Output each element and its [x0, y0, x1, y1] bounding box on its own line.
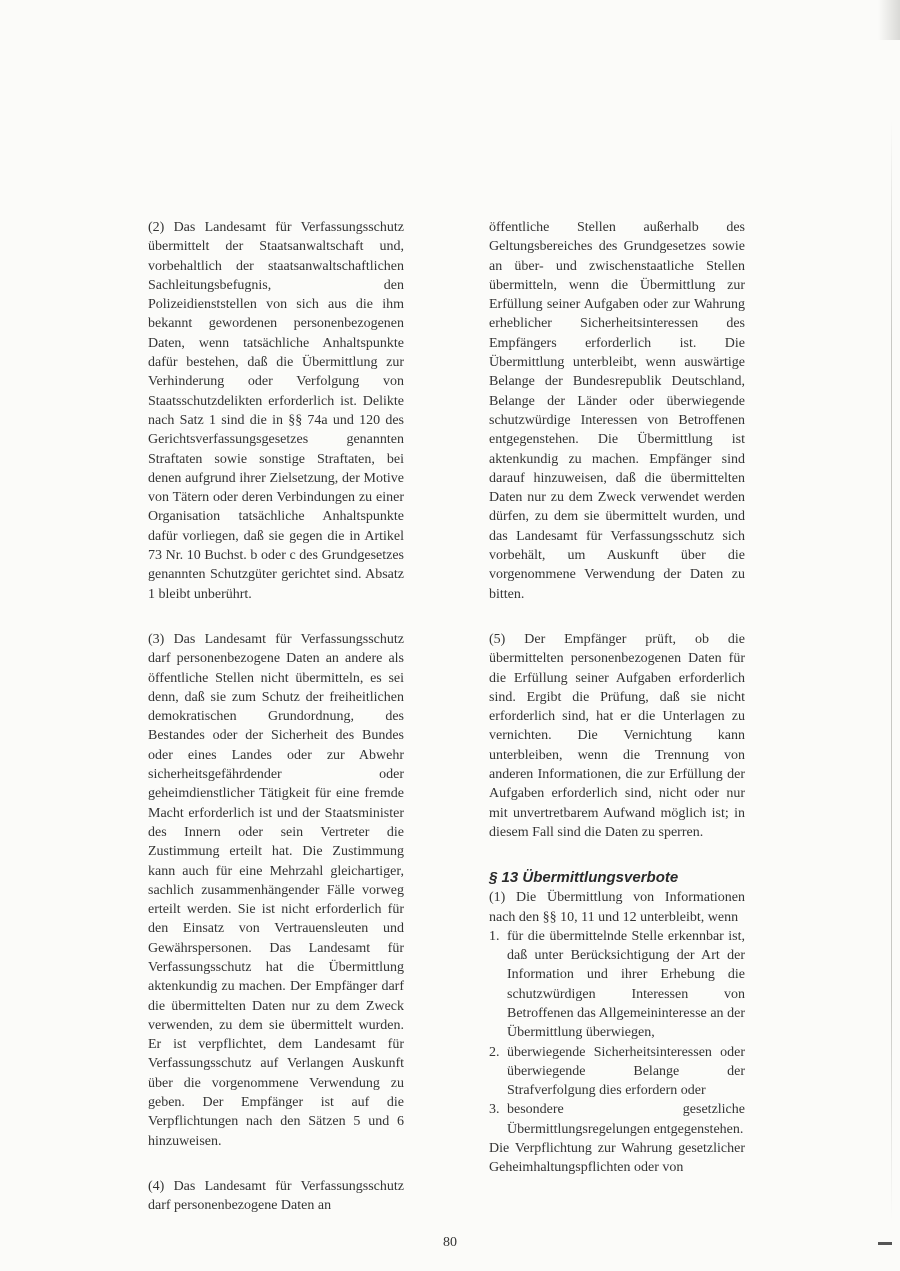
scan-edge-shadow	[878, 0, 900, 40]
scan-edge-line	[891, 120, 892, 1220]
section-13-closing: Die Verpflichtung zur Wahrung gesetzlicher Geheimhaltungspflichten oder von	[489, 1141, 745, 1176]
paragraph-3: (3) Das Landesamt für Verfassungsschutz darf personenbezogene Daten an andere als öffentliche Stellen nicht übermitteln, es sei denn, daß sie zum Schutz der freiheitlichen demokratischen Grundordnung, des Bestandes oder der Sicherheit des Bundes oder eines Landes oder zur Abwehr sicherheitsgefährdender oder geheimdienstlicher Tätigkeit für eine fremde Macht erforderlich ist und der Staatsminister des Innern oder sein Vertreter die Zustimmung erteilt hat. Die Zustimmung kann auch für eine Mehrzahl gleichartiger, sachlich zusammenhängender Fälle vorweg erteilt werden. Sie ist nicht erforderlich für den Einsatz von Vertrauensleuten und Gewährspersonen. Das Landesamt für Verfassungsschutz hat die Übermittlung aktenkundig zu machen. Der Empfänger darf die übermittelten Daten nur zu dem Zweck verwenden, zu dem sie übermittelt wurden. Er ist verpflichtet, dem Landesamt für Verfassungsschutz auf Verlangen Auskunft über die vorgenommene Verwendung zu geben. Der Empfänger ist auf die Verpflichtungen nach den Sätzen 5 und 6 hinzuweisen.	[148, 631, 404, 1149]
list-item-number: 1.	[489, 928, 500, 944]
list-item-number: 3.	[489, 1102, 500, 1118]
paragraph-5: (5) Der Empfänger prüft, ob die übermittelten personenbezogenen Daten für die Erfüllung seiner Aufgaben erforderlich sind. Ergibt die Prüfung, daß sie nicht erforderlich sind, hat er die Unterlagen zu vernichten. Die Vernichtung kann unterbleiben, wenn die Trennung von anderen Informationen, die zur Erfüllung der Aufgaben erforderlich sind, nicht oder nur mit unvertretbarem Aufwand möglich ist; in diesem Fall sind die Daten zu sperren.	[489, 631, 745, 840]
list-item	[489, 1043, 745, 1101]
list-item-text: überwiegende Sicherheitsinteressen oder überwiegende Belange der Strafverfolgung dies erfordern oder	[507, 1044, 745, 1099]
list-item-number: 2.	[489, 1044, 500, 1060]
list-item	[489, 927, 745, 1043]
list-item-text: besondere gesetzliche Übermittlungsregelungen entgegenstehen.	[507, 1102, 745, 1137]
list-item-text: für die übermittelnde Stelle erkennbar ist, daß unter Berücksichtigung der Art der Information und ihrer Erhebung die schutzwürdigen Interessen von Betroffenen das Allgemeininteresse an der Übermittlung überwiegen,	[507, 928, 745, 1041]
section-heading: § 13 Übermittlungsverbote	[489, 869, 679, 887]
right-column	[489, 218, 745, 1178]
paragraph-4-continued: öffentliche Stellen außerhalb des Geltungsbereiches des Grundgesetzes sowie an über- und zwischenstaatliche Stellen übermitteln, wenn die Übermittlung zur Erfüllung seiner Aufgaben oder zur Wahrung erheblicher Sicherheitsinteressen des Empfängers erforderlich ist. Die Übermittlung unterbleibt, wenn auswärtige Belange der Bundesrepublik Deutschland, Belange der Länder oder überwiegende schutzwürdige Interessen von Betroffenen entgegenstehen. Die Übermittlung ist aktenkundig zu machen. Empfänger sind darauf hinzuweisen, daß die übermittelten Daten nur zu dem Zweck verwendet werden dürfen, zu dem sie übermittelt wurden, und das Landesamt für Verfassungsschutz sich vorbehält, um Auskunft über die vorgenommene Verwendung der Daten zu bitten.	[489, 220, 745, 602]
section-13-list	[489, 927, 745, 1139]
section-13-intro: (1) Die Übermittlung von Informationen nach den §§ 10, 11 und 12 unterbleibt, wenn	[489, 890, 745, 925]
list-item	[489, 1100, 745, 1139]
left-column	[148, 218, 404, 1216]
paragraph-2: (2) Das Landesamt für Verfassungsschutz übermittelt der Staatsanwaltschaft und, vorbehaltlich der staatsanwaltschaftlichen Sachleitungsbefugnis, den Polizeidienststellen von sich aus die ihm bekannt gewordenen personenbezogenen Daten, wenn tatsächliche Anhaltspunkte dafür bestehen, daß die Übermittlung zur Verhinderung oder Verfolgung von Staatsschutzdelikten erforderlich ist. Delikte nach Satz 1 sind die in §§ 74a und 120 des Gerichtsverfassungsgesetzes genannten Straftaten sowie sonstige Straftaten, bei denen aufgrund ihrer Zielsetzung, der Motive von Tätern oder deren Verbindungen zu einer Organisation tatsächliche Anhaltspunkte dafür vorliegen, daß sie gegen die in Artikel 73 Nr. 10 Buchst. b oder c des Grundgesetzes genannten Schutzgüter gerichtet sind. Absatz 1 bleibt unberührt.	[148, 220, 404, 602]
paragraph-4: (4) Das Landesamt für Verfassungsschutz darf personenbezogene Daten an	[148, 1178, 404, 1214]
page-number: 80	[443, 1235, 457, 1250]
